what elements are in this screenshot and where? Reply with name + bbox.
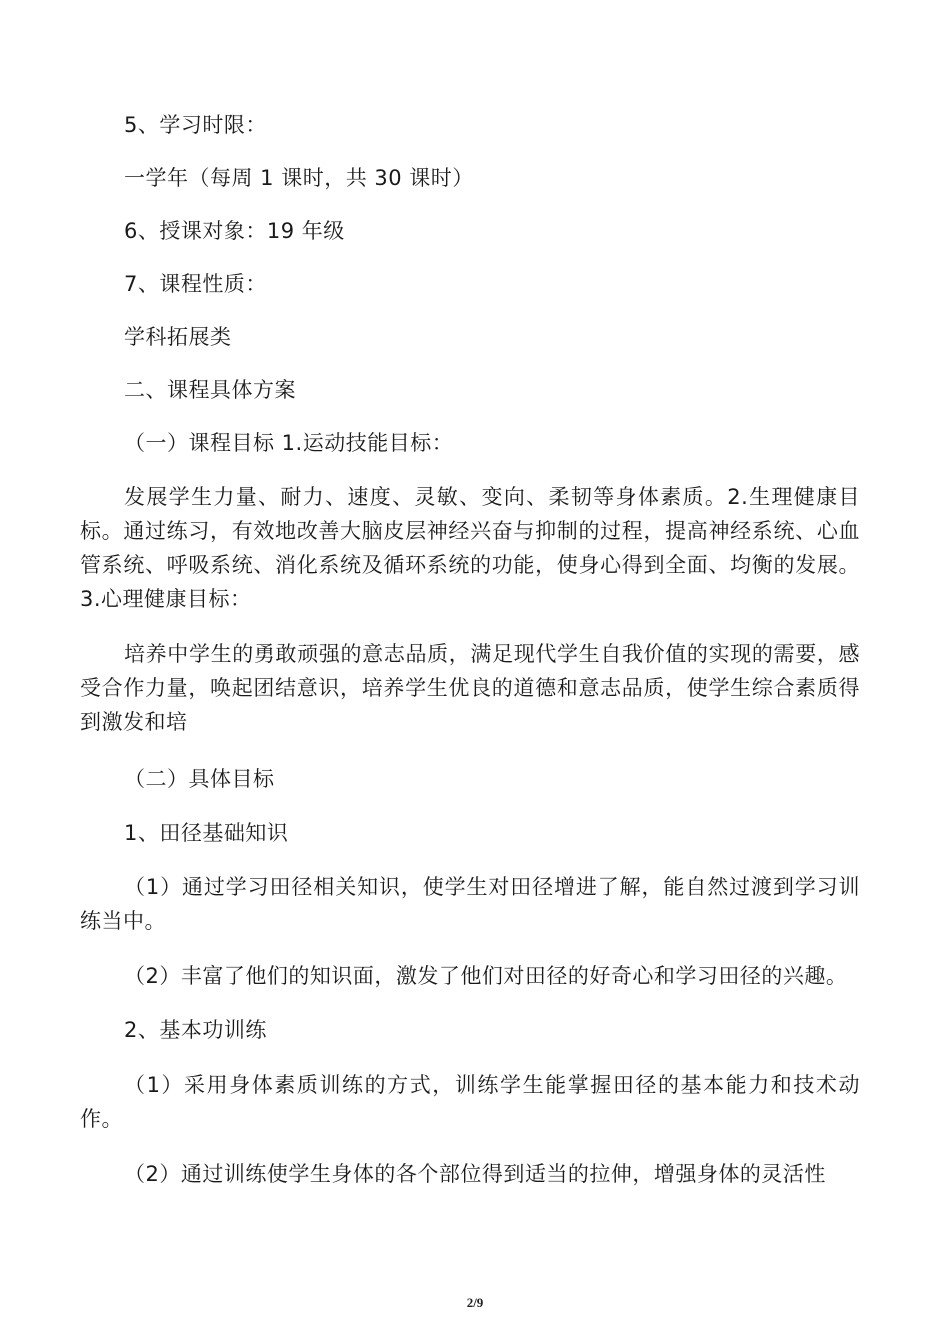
section-heading-plan: 二、课程具体方案: [124, 378, 296, 402]
paragraph-basic-training-1: （1）采用身体素质训练的方式，训练学生能掌握田径的基本能力和技术动作。: [80, 1073, 860, 1131]
subsection-course-goals: （一）课程目标 1.运动技能目标：: [124, 431, 454, 455]
paragraph-goals: 发展学生力量、耐力、速度、灵敏、变向、柔韧等身体素质。2.生理健康目标。通过练习，有效地改善大脑皮层神经兴奋与抑制的过程，提高神经系统、心血管系统、呼吸系统、消化系统及循环系统的功能，使身心得到全面、均衡的发展。3.心理健康目标：: [80, 485, 860, 611]
course-nature-heading: 7、课程性质：: [124, 272, 267, 296]
paragraph-track-basics-1: （1）通过学习田径相关知识，使学生对田径增进了解，能自然过渡到学习训练当中。: [80, 875, 860, 933]
audience-line: 6、授课对象：19 年级: [124, 219, 345, 243]
page-number: 2/9: [466, 1295, 484, 1310]
subsection-specific-goals: （二）具体目标: [124, 767, 275, 791]
item-track-basics: 1、田径基础知识: [124, 821, 289, 845]
item-basic-training: 2、基本功训练: [124, 1018, 267, 1042]
course-nature-value: 学科拓展类: [124, 325, 232, 349]
paragraph-psychology: 培养中学生的勇敢顽强的意志品质，满足现代学生自我价值的实现的需要，感受合作力量，唤起团结意识，培养学生优良的道德和意志品质，使学生综合素质得到激发和培: [80, 642, 860, 734]
study-period-heading: 5、学习时限：: [124, 113, 267, 137]
study-period-value: 一学年（每周 1 课时，共 30 课时）: [124, 166, 474, 190]
paragraph-basic-training-2: （2）通过训练使学生身体的各个部位得到适当的拉伸，增强身体的灵活性: [124, 1162, 826, 1186]
paragraph-track-basics-2: （2）丰富了他们的知识面，激发了他们对田径的好奇心和学习田径的兴趣。: [124, 964, 848, 988]
